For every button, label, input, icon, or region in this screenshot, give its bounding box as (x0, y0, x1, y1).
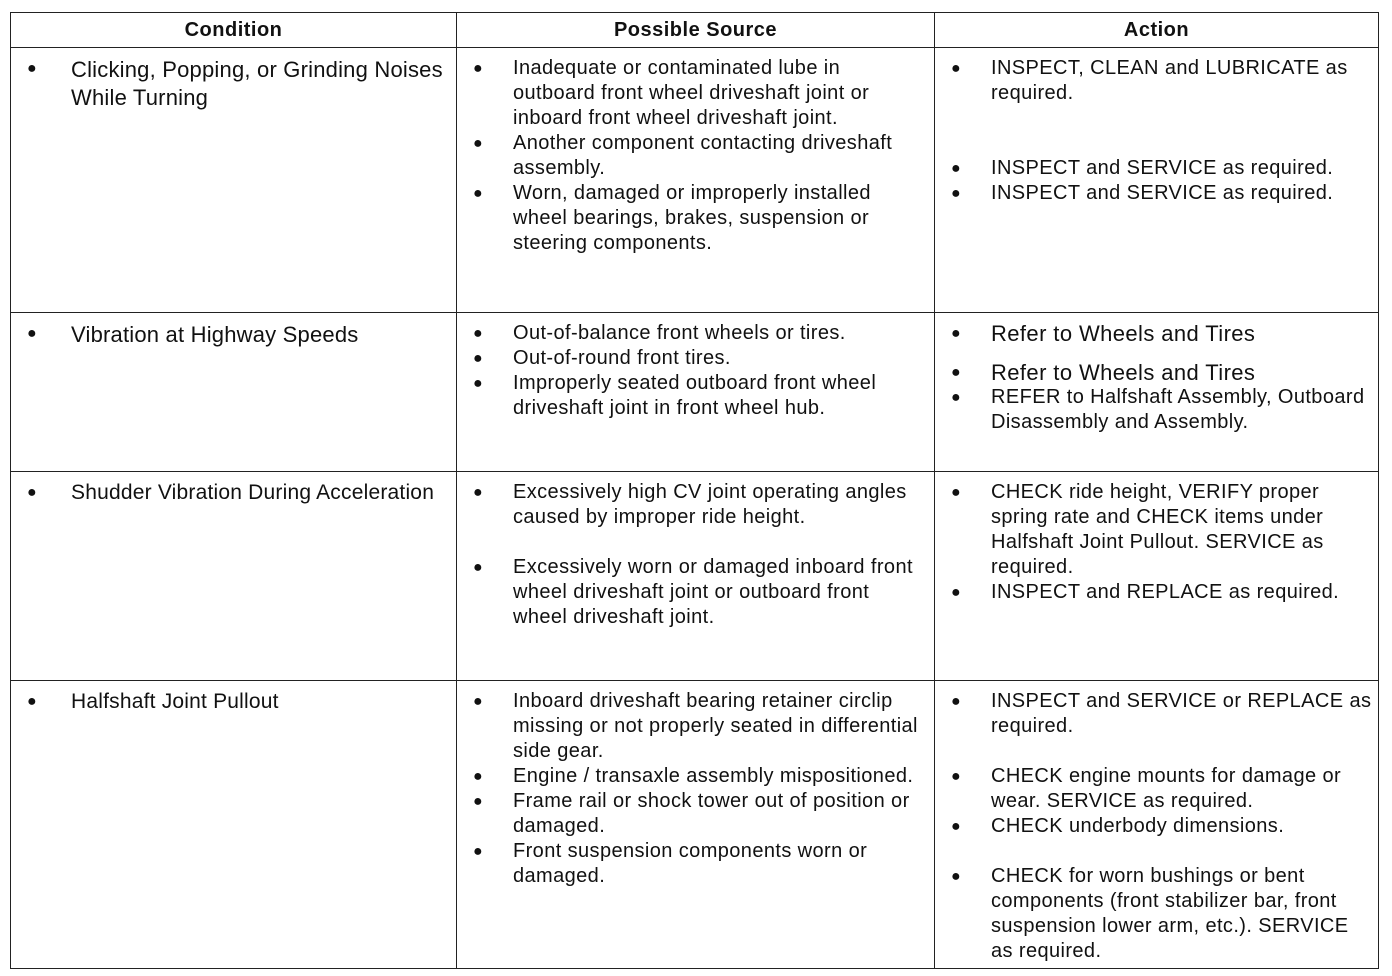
source-text: Front suspension components worn or damaged. (513, 840, 868, 887)
bullet-icon: ● (951, 60, 962, 77)
source-text: Frame rail or shock tower out of position or damaged. (513, 790, 910, 837)
header-possible-source: Possible Source (457, 13, 935, 48)
source-item (467, 131, 928, 181)
action-item (945, 580, 1372, 605)
bullet-icon: ● (951, 484, 962, 501)
source-item (467, 480, 928, 530)
condition-cell (11, 48, 457, 313)
action-cell (935, 681, 1379, 969)
bullet-icon: ● (27, 484, 37, 501)
source-text: Inboard driveshaft bearing retainer circlip missing or not properly seated in differential side gear. (513, 690, 918, 762)
source-text: Excessively high CV joint operating angles caused by improper ride height. (513, 481, 907, 528)
action-item (945, 56, 1372, 106)
action-text: CHECK ride height, VERIFY proper spring rate and CHECK items under Halfshaft Joint Pullout. SERVICE as required. (991, 481, 1324, 578)
source-text: Inadequate or contaminated lube in outboard front wheel driveshaft joint or inboard front wheel driveshaft joint. (513, 57, 870, 129)
bullet-icon: ● (27, 60, 37, 77)
action-text: Refer to Wheels and Tires (991, 360, 1256, 385)
bullet-icon: ● (951, 364, 962, 381)
action-item (945, 864, 1372, 964)
source-item (467, 689, 928, 764)
action-item (945, 321, 1372, 346)
action-text: CHECK underbody dimensions. (991, 815, 1285, 837)
condition-text: Vibration at Highway Speeds (71, 322, 359, 347)
bullet-icon: ● (473, 559, 484, 576)
source-item (467, 764, 928, 789)
bullet-icon: ● (951, 389, 962, 406)
table-row (11, 313, 1379, 472)
bullet-icon: ● (27, 693, 37, 710)
condition-item (21, 689, 450, 714)
bullet-icon: ● (951, 868, 962, 885)
source-item (467, 56, 928, 131)
action-text: CHECK engine mounts for damage or wear. SERVICE as required. (991, 765, 1342, 812)
action-cell (935, 48, 1379, 313)
source-text: Worn, damaged or improperly installed wheel bearings, brakes, suspension or steering components. (513, 182, 871, 254)
condition-text: Shudder Vibration During Acceleration (71, 481, 435, 504)
bullet-icon: ● (951, 325, 962, 342)
action-item (945, 360, 1372, 385)
source-item (467, 839, 928, 889)
action-item (945, 480, 1372, 580)
action-cell (935, 313, 1379, 472)
bullet-icon: ● (473, 484, 484, 501)
source-text: Engine / transaxle assembly mispositioned. (513, 765, 914, 787)
table-row (11, 472, 1379, 681)
source-item (467, 181, 928, 256)
bullet-icon: ● (473, 350, 484, 367)
bullet-icon: ● (473, 325, 484, 342)
condition-text: Clicking, Popping, or Grinding Noises While Turning (71, 57, 443, 110)
bullet-icon: ● (473, 60, 484, 77)
action-text: INSPECT and REPLACE as required. (991, 581, 1340, 603)
action-text: Refer to Wheels and Tires (991, 321, 1256, 346)
condition-item (21, 321, 450, 349)
bullet-icon: ● (951, 160, 962, 177)
header-row (11, 13, 1379, 48)
action-item (945, 385, 1372, 435)
condition-cell (11, 472, 457, 681)
source-item (467, 346, 928, 371)
diagnosis-table (10, 12, 1379, 969)
source-cell (457, 681, 935, 969)
source-item (467, 321, 928, 346)
bullet-icon: ● (473, 375, 484, 392)
bullet-icon: ● (473, 185, 484, 202)
source-text: Another component contacting driveshaft assembly. (513, 132, 893, 179)
bullet-icon: ● (473, 135, 484, 152)
source-text: Improperly seated outboard front wheel driveshaft joint in front wheel hub. (513, 372, 877, 419)
bullet-icon: ● (951, 693, 962, 710)
action-item (945, 181, 1372, 206)
source-cell (457, 313, 935, 472)
bullet-icon: ● (951, 818, 962, 835)
table-row (11, 48, 1379, 313)
bullet-icon: ● (27, 325, 37, 342)
action-text: CHECK for worn bushings or bent components (front stabilizer bar, front suspension lower arm, etc.). SERVICE as required. (991, 865, 1349, 962)
action-text: INSPECT and SERVICE or REPLACE as required. (991, 690, 1372, 737)
source-item (467, 555, 928, 630)
source-item (467, 371, 928, 421)
condition-item (21, 480, 450, 505)
bullet-icon: ● (951, 185, 962, 202)
action-text: INSPECT, CLEAN and LUBRICATE as required. (991, 57, 1348, 104)
action-item (945, 156, 1372, 181)
table-row (11, 681, 1379, 969)
source-text: Out-of-round front tires. (513, 347, 731, 369)
bullet-icon: ● (473, 768, 484, 785)
bullet-icon: ● (951, 584, 962, 601)
header-action: Action (935, 13, 1379, 48)
condition-cell (11, 313, 457, 472)
bullet-icon: ● (951, 768, 962, 785)
bullet-icon: ● (473, 693, 484, 710)
condition-text: Halfshaft Joint Pullout (71, 690, 279, 713)
source-text: Out-of-balance front wheels or tires. (513, 322, 846, 344)
bullet-icon: ● (473, 793, 484, 810)
action-item (945, 689, 1372, 739)
source-cell (457, 48, 935, 313)
action-text: INSPECT and SERVICE as required. (991, 182, 1334, 204)
header-condition: Condition (11, 13, 457, 48)
condition-item (21, 56, 450, 112)
source-item (467, 789, 928, 839)
condition-cell (11, 681, 457, 969)
source-cell (457, 472, 935, 681)
action-item (945, 764, 1372, 814)
action-text: REFER to Halfshaft Assembly, Outboard Disassembly and Assembly. (991, 386, 1365, 433)
action-item (945, 814, 1372, 839)
source-text: Excessively worn or damaged inboard front wheel driveshaft joint or outboard front wheel driveshaft joint. (513, 556, 913, 628)
action-cell (935, 472, 1379, 681)
action-text: INSPECT and SERVICE as required. (991, 157, 1334, 179)
bullet-icon: ● (473, 843, 484, 860)
